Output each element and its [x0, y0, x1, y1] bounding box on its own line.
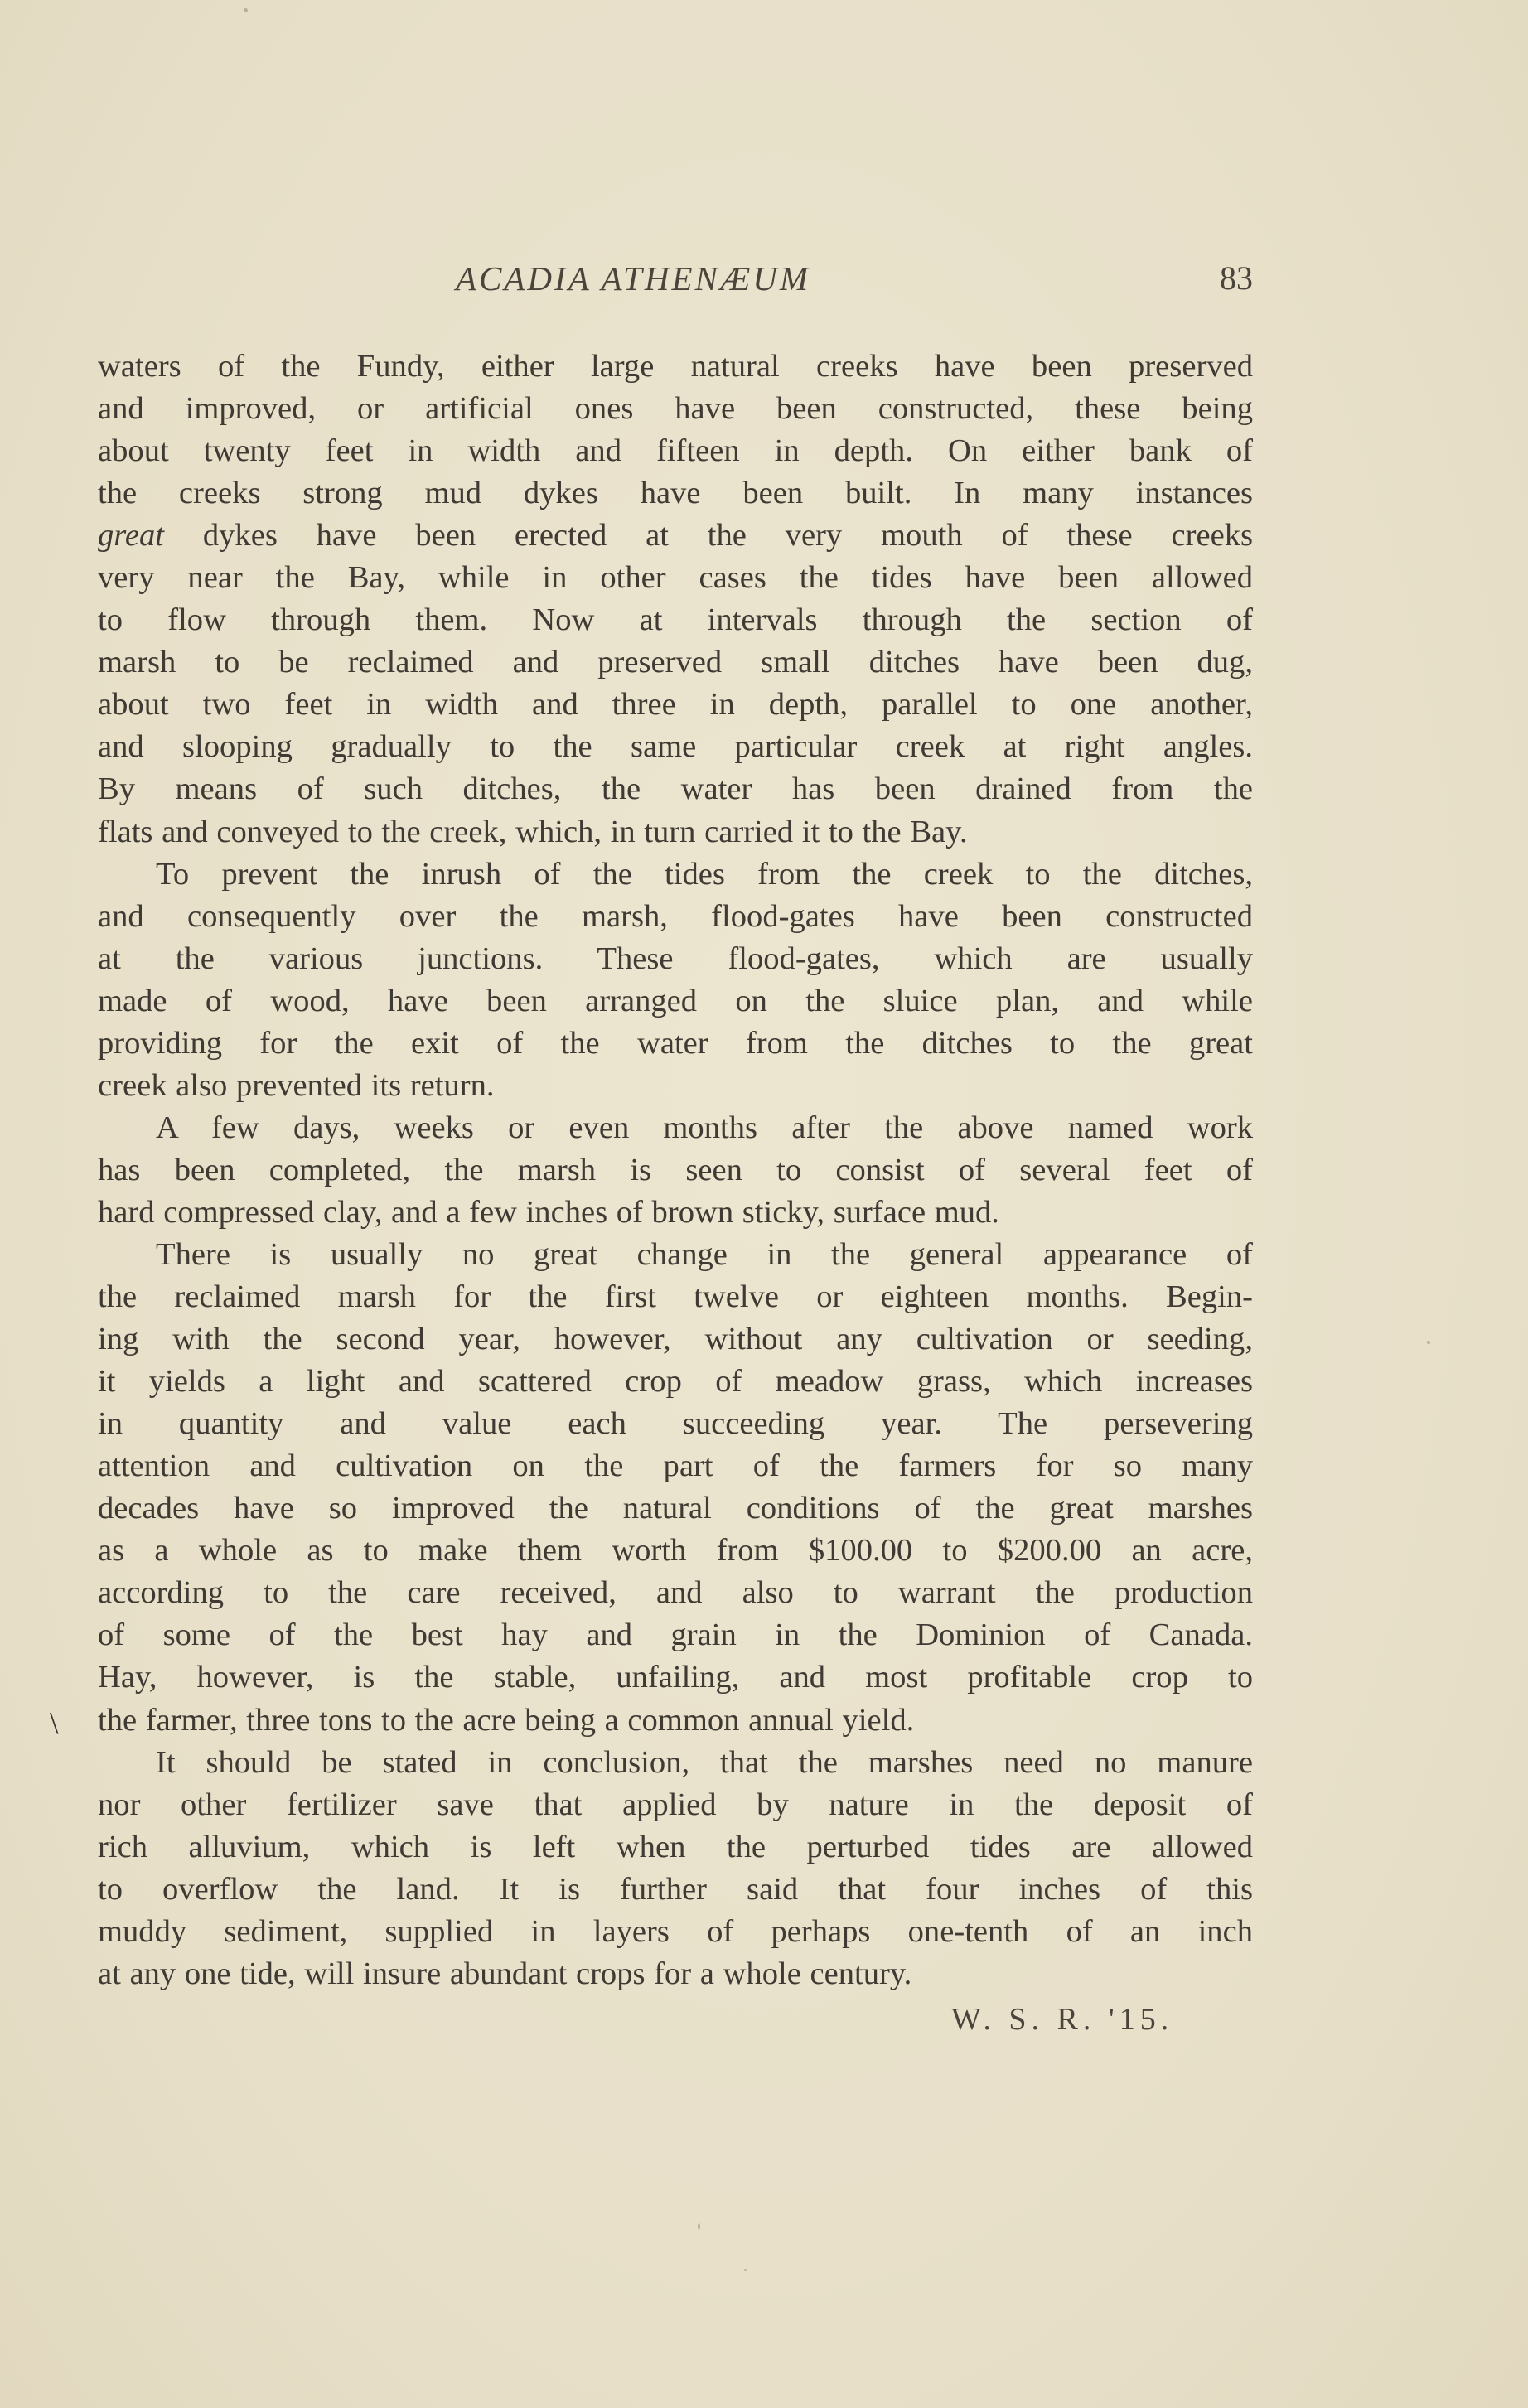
text-line: attention and cultivation on the part of the farmers for so many	[98, 1448, 1253, 1484]
article-body	[98, 346, 1253, 1995]
italic-word: great	[98, 518, 165, 554]
text-line: about two feet in width and three in depth, parallel to one another,	[98, 687, 1253, 723]
text-line: ing with the second year, however, without any cultivation or seeding,	[98, 1322, 1253, 1357]
paper-speck	[1427, 1341, 1430, 1344]
margin-pencil-mark: \	[50, 1706, 59, 1741]
text-line: and improved, or artificial ones have been constructed, these being	[98, 391, 1253, 427]
text-line: the reclaimed marsh for the first twelve or eighteen months. Begin-	[98, 1279, 1253, 1315]
paper-speck	[744, 2269, 747, 2271]
author-signature: W. S. R. '15.	[951, 2002, 1174, 2037]
page-header	[98, 259, 1253, 308]
text-line: Hay, however, is the stable, unfailing, and most profitable crop to	[98, 1660, 1253, 1695]
text-line: made of wood, have been arranged on the sluice plan, and while	[98, 983, 1253, 1018]
paragraph	[98, 346, 1253, 853]
text-line: A few days, weeks or even months after the above named work	[156, 1110, 1253, 1145]
text-line: hard compressed clay, and a few inches of brown sticky, surface mud.	[98, 1194, 999, 1230]
text-line: To prevent the inrush of the tides from the creek to the ditches,	[156, 856, 1253, 892]
text-line: as a whole as to make them worth from $100.00 to $200.00 an acre,	[98, 1533, 1253, 1569]
text-line: rich alluvium, which is left when the perturbed tides are allowed	[98, 1829, 1253, 1864]
text-line: decades have so improved the natural conditions of the great marshes	[98, 1491, 1253, 1526]
text-line: By means of such ditches, the water has been drained from the	[98, 771, 1253, 807]
text-line: to overflow the land. It is further said that four inches of this	[98, 1871, 1253, 1907]
paragraph	[98, 1742, 1253, 1995]
text-line: at any one tide, will insure abundant crops for a whole century.	[98, 1956, 912, 1991]
text-line: and consequently over the marsh, flood-gates have been constructed	[98, 898, 1253, 934]
text-line: the creeks strong mud dykes have been built. In many instances	[98, 476, 1253, 511]
text-line-rest: dykes have been erected at the very mouth of these creeks	[164, 518, 1253, 554]
paper-speck	[244, 8, 248, 12]
text-line: and slooping gradually to the same particular creek at right angles.	[98, 729, 1253, 765]
text-line: creek also prevented its return.	[98, 1067, 495, 1103]
text-line: it yields a light and scattered crop of meadow grass, which increases	[98, 1364, 1253, 1400]
running-title: ACADIA ATHENÆUM	[456, 259, 811, 297]
text-line: muddy sediment, supplied in layers of perhaps one-tenth of an inch	[98, 1913, 1253, 1949]
text-line: nor other fertilizer save that applied by nature in the deposit of	[98, 1787, 1253, 1822]
text-line: waters of the Fundy, either large natural creeks have been preserved	[98, 349, 1253, 384]
text-line: very near the Bay, while in other cases the tides have been allowed	[98, 560, 1253, 596]
page-number: 83	[1220, 259, 1253, 297]
paragraph	[98, 1107, 1253, 1234]
text-line: has been completed, the marsh is seen to consist of several feet of	[98, 1152, 1253, 1187]
text-line: at the various junctions. These flood-gates, which are usually	[98, 940, 1253, 976]
text-line: the farmer, three tons to the acre being a common annual yield.	[98, 1702, 915, 1738]
paragraph	[98, 1234, 1253, 1742]
text-line: It should be stated in conclusion, that the marshes need no manure	[156, 1744, 1253, 1780]
text-line: There is usually no great change in the general appearance of	[156, 1236, 1253, 1272]
text-line: marsh to be reclaimed and preserved small ditches have been dug,	[98, 645, 1253, 680]
paper-speck	[698, 2223, 700, 2230]
text-line: of some of the best hay and grain in the Dominion of Canada.	[98, 1617, 1253, 1653]
text-line: to flow through them. Now at intervals through the section of	[98, 602, 1253, 638]
text-line: in quantity and value each succeeding year. The persevering	[98, 1406, 1253, 1442]
text-line: providing for the exit of the water from the ditches to the great	[98, 1025, 1253, 1061]
text-line: according to the care received, and also to warrant the production	[98, 1575, 1253, 1611]
paragraph	[98, 853, 1253, 1107]
text-line: about twenty feet in width and fifteen in depth. On either bank of	[98, 433, 1253, 469]
text-line: flats and conveyed to the creek, which, in turn carried it to the Bay.	[98, 814, 968, 849]
text-line	[98, 515, 1253, 557]
